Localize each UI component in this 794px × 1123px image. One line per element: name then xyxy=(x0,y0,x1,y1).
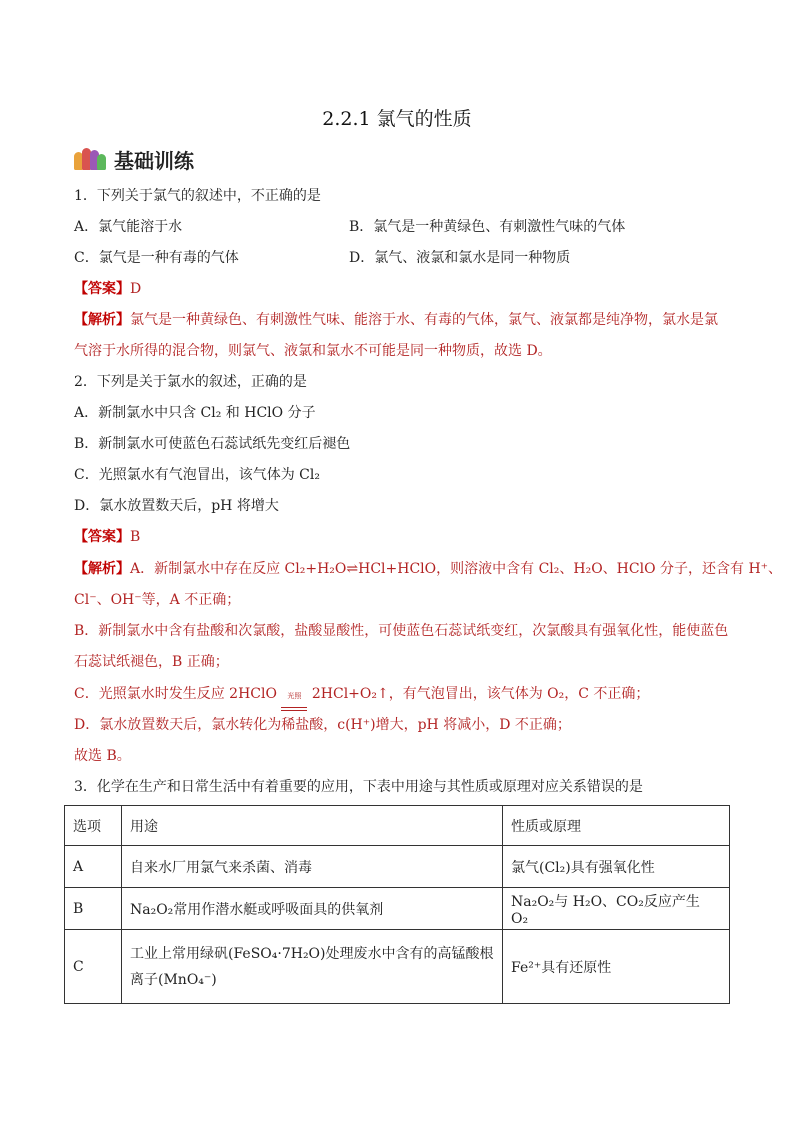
row-option: B xyxy=(65,888,122,930)
row-property: Na₂O₂与 H₂O、CO₂反应产生 O₂ xyxy=(503,888,730,930)
row-use: 自来水厂用氯气来杀菌、消毒 xyxy=(122,846,503,888)
reaction-arrow xyxy=(281,686,307,711)
q2-answer xyxy=(74,527,734,547)
row-option: C xyxy=(65,930,122,1004)
table-row xyxy=(65,888,730,930)
section-label: 基础训练 xyxy=(114,148,194,173)
ice-cream-icon xyxy=(74,146,106,172)
header-use: 用途 xyxy=(122,806,503,846)
table-row xyxy=(65,930,730,1004)
reaction-condition: 光照 xyxy=(287,692,302,700)
q1-analysis-line1 xyxy=(74,310,734,330)
q2-stem: 2．下列是关于氯水的叙述，正确的是 xyxy=(74,374,307,390)
q1-option-b: B．氯气是一种黄绿色、有刺激性气味的气体 xyxy=(349,219,626,235)
q2-analysis-b2: 石蕊试纸褪色，B 正确； xyxy=(74,654,229,670)
q2-analysis-a1 xyxy=(74,559,783,579)
q1-answer xyxy=(74,279,734,299)
row-use: 工业上常用绿矾(FeSO₄·7H₂O)处理废水中含有的高锰酸根离子(MnO₄⁻) xyxy=(122,930,503,1004)
analysis-tag: 【解析】 xyxy=(74,561,130,577)
q1-option-a: A．氯气能溶于水 xyxy=(74,219,183,235)
q2-option-b: B．新制氯水可使蓝色石蕊试纸先变红后褪色 xyxy=(74,436,351,452)
q3-table xyxy=(64,805,730,1004)
header-property: 性质或原理 xyxy=(503,806,730,846)
answer-value: B xyxy=(130,529,141,545)
q3-stem: 3．化学在生产和日常生活中有着重要的应用，下表中用途与其性质或原理对应关系错误的是 xyxy=(74,779,643,795)
q2-analysis-a2: Cl⁻、OH⁻等，A 不正确； xyxy=(74,592,241,608)
q2-analysis-d: D．氯水放置数天后，氯水转化为稀盐酸，c(H⁺)增大，pH 将减小，D 不正确； xyxy=(74,717,571,733)
analysis-text: A．新制氯水中存在反应 Cl₂+H₂O⇌HCl+HClO，则溶液中含有 Cl₂、H₂O、HClO 分子，还含有 H⁺、 xyxy=(130,561,783,577)
answer-tag: 【答案】 xyxy=(74,281,130,297)
q2-option-a: A．新制氯水中只含 Cl₂ 和 HClO 分子 xyxy=(74,405,316,421)
q2-analysis-c xyxy=(74,684,734,711)
q1-option-d: D．氯气、液氯和氯水是同一种物质 xyxy=(349,250,571,266)
row-option: A xyxy=(65,846,122,888)
page-title: 2.2.1 氯气的性质 xyxy=(322,108,472,130)
q1-analysis-line2: 气溶于水所得的混合物，则氯气、液氯和氯水不可能是同一种物质，故选 D。 xyxy=(74,343,552,359)
table-row xyxy=(65,846,730,888)
q2-option-c: C．光照氯水有气泡冒出，该气体为 Cl₂ xyxy=(74,467,320,483)
row-property: 氯气(Cl₂)具有强氧化性 xyxy=(503,846,730,888)
table-header-row xyxy=(65,806,730,846)
answer-value: D xyxy=(130,281,142,297)
row-use: Na₂O₂常用作潜水艇或呼吸面具的供氧剂 xyxy=(122,888,503,930)
q1-stem: 1．下列关于氯气的叙述中，不正确的是 xyxy=(74,188,321,204)
analysis-text: 氯气是一种黄绿色、有刺激性气味、能溶于水、有毒的气体，氯气、液氯都是纯净物，氯水是氯 xyxy=(130,312,718,328)
analysis-c-post: 2HCl+O₂↑，有气泡冒出，该气体为 O₂，C 不正确； xyxy=(311,686,650,702)
q2-option-d: D．氯水放置数天后，pH 将增大 xyxy=(74,498,279,514)
answer-tag: 【答案】 xyxy=(74,529,130,545)
q1-option-c: C．氯气是一种有毒的气体 xyxy=(74,250,239,266)
section-badge xyxy=(74,145,194,173)
analysis-tag: 【解析】 xyxy=(74,312,130,328)
row-property: Fe²⁺具有还原性 xyxy=(503,930,730,1004)
q2-conclusion: 故选 B。 xyxy=(74,748,131,764)
analysis-c-pre: C．光照氯水时发生反应 2HClO xyxy=(74,686,277,702)
q2-analysis-b1: B．新制氯水中含有盐酸和次氯酸，盐酸显酸性，可使蓝色石蕊试纸变红，次氯酸具有强氧化性，能使蓝色 xyxy=(74,623,729,639)
header-option: 选项 xyxy=(65,806,122,846)
